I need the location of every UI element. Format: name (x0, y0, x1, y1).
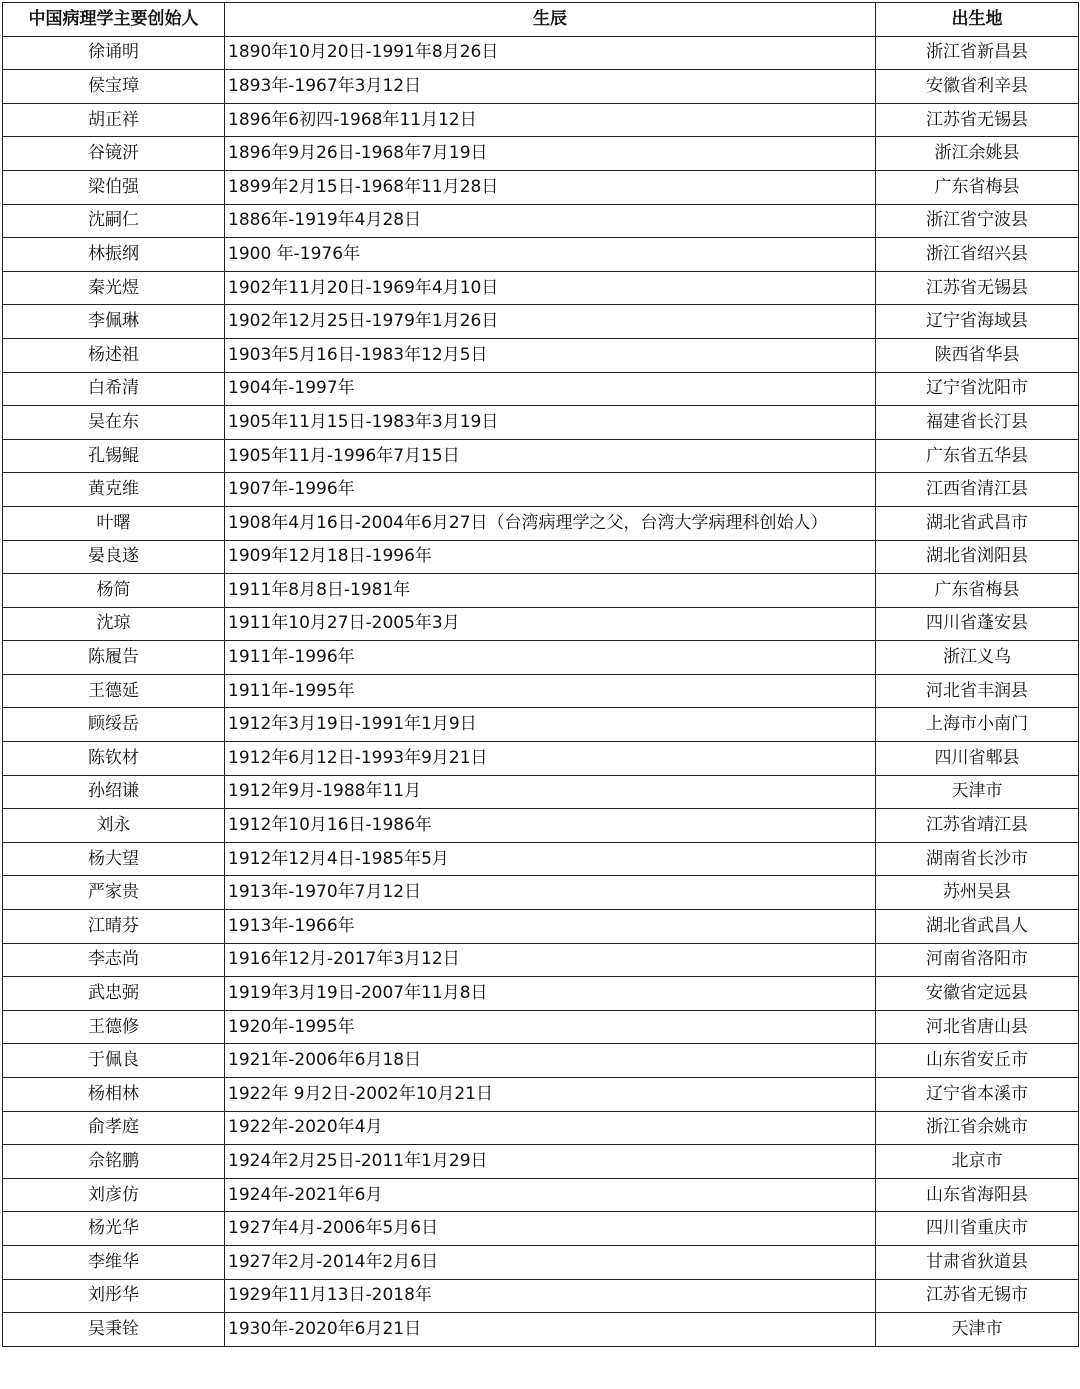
birth-death-cell: 1927年4月-2006年5月6日 (225, 1212, 876, 1246)
table-row (3, 506, 1079, 540)
birthplace-cell: 陕西省华县 (876, 338, 1079, 372)
founder-name-cell: 徐诵明 (3, 36, 225, 70)
table-row (3, 674, 1079, 708)
birth-death-cell: 1912年10月16日-1986年 (225, 809, 876, 843)
table-row (3, 1111, 1079, 1145)
birth-death-cell: 1924年-2021年6月 (225, 1178, 876, 1212)
birthplace-cell: 江苏省无锡县 (876, 103, 1079, 137)
birth-death-cell: 1896年9月26日-1968年7月19日 (225, 137, 876, 171)
birthplace-cell: 浙江省新昌县 (876, 36, 1079, 70)
table-row (3, 238, 1079, 272)
birthplace-cell: 天津市 (876, 775, 1079, 809)
table-row (3, 372, 1079, 406)
birth-death-cell: 1921年-2006年6月18日 (225, 1044, 876, 1078)
founder-name-cell: 杨述祖 (3, 338, 225, 372)
birthplace-cell: 天津市 (876, 1313, 1079, 1347)
birth-death-cell: 1929年11月13日-2018年 (225, 1279, 876, 1313)
table-row (3, 1010, 1079, 1044)
table-row (3, 876, 1079, 910)
founder-name-cell: 于佩良 (3, 1044, 225, 1078)
birthplace-cell: 江苏省靖江县 (876, 809, 1079, 843)
header-birthplace: 出生地 (876, 3, 1079, 37)
birth-death-cell: 1913年-1970年7月12日 (225, 876, 876, 910)
birthplace-cell: 广东省梅县 (876, 170, 1079, 204)
birth-death-cell: 1907年-1996年 (225, 473, 876, 507)
founder-name-cell: 黄克维 (3, 473, 225, 507)
birth-death-cell: 1905年11月-1996年7月15日 (225, 439, 876, 473)
founder-name-cell: 谷镜汧 (3, 137, 225, 171)
founder-name-cell: 胡正祥 (3, 103, 225, 137)
founder-name-cell: 沈琼 (3, 607, 225, 641)
birth-death-cell: 1904年-1997年 (225, 372, 876, 406)
founder-name-cell: 刘永 (3, 809, 225, 843)
birthplace-cell: 广东省五华县 (876, 439, 1079, 473)
birth-death-cell: 1912年9月-1988年11月 (225, 775, 876, 809)
birth-death-cell: 1890年10月20日-1991年8月26日 (225, 36, 876, 70)
birthplace-cell: 江苏省无锡县 (876, 271, 1079, 305)
table-row (3, 574, 1079, 608)
birth-death-cell: 1922年 9月2日-2002年10月21日 (225, 1078, 876, 1112)
birthplace-cell: 安徽省定远县 (876, 977, 1079, 1011)
birth-death-cell: 1902年11月20日-1969年4月10日 (225, 271, 876, 305)
founder-name-cell: 刘彦仿 (3, 1178, 225, 1212)
birth-death-cell: 1912年12月4日-1985年5月 (225, 842, 876, 876)
founder-name-cell: 杨简 (3, 574, 225, 608)
founder-name-cell: 侯宝璋 (3, 70, 225, 104)
birth-death-cell: 1911年8月8日-1981年 (225, 574, 876, 608)
birthplace-cell: 浙江义乌 (876, 641, 1079, 675)
table-row (3, 406, 1079, 440)
table-row (3, 943, 1079, 977)
birthplace-cell: 河北省丰润县 (876, 674, 1079, 708)
birth-death-cell: 1905年11月15日-1983年3月19日 (225, 406, 876, 440)
table-row (3, 842, 1079, 876)
birth-death-cell: 1912年6月12日-1993年9月21日 (225, 742, 876, 776)
founder-name-cell: 刘彤华 (3, 1279, 225, 1313)
birth-death-cell: 1893年-1967年3月12日 (225, 70, 876, 104)
table-row (3, 170, 1079, 204)
header-birth-death: 生辰 (225, 3, 876, 37)
birth-death-cell: 1903年5月16日-1983年12月5日 (225, 338, 876, 372)
birth-death-cell: 1920年-1995年 (225, 1010, 876, 1044)
table-row (3, 439, 1079, 473)
table-row (3, 1245, 1079, 1279)
birthplace-cell: 湖南省长沙市 (876, 842, 1079, 876)
table-row (3, 540, 1079, 574)
birthplace-cell: 浙江省绍兴县 (876, 238, 1079, 272)
birthplace-cell: 辽宁省沈阳市 (876, 372, 1079, 406)
birth-death-cell: 1912年3月19日-1991年1月9日 (225, 708, 876, 742)
table-row (3, 1044, 1079, 1078)
founder-name-cell: 孔锡鲲 (3, 439, 225, 473)
birth-death-cell: 1909年12月18日-1996年 (225, 540, 876, 574)
table-row (3, 641, 1079, 675)
table-row (3, 1178, 1079, 1212)
birthplace-cell: 浙江省余姚市 (876, 1111, 1079, 1145)
table-row (3, 137, 1079, 171)
table-body (3, 36, 1079, 1346)
founder-name-cell: 晏良遂 (3, 540, 225, 574)
birth-death-cell: 1902年12月25日-1979年1月26日 (225, 305, 876, 339)
birthplace-cell: 四川省重庆市 (876, 1212, 1079, 1246)
founder-name-cell: 秦光煜 (3, 271, 225, 305)
header-founder: 中国病理学主要创始人 (3, 3, 225, 37)
birth-death-cell: 1908年4月16日-2004年6月27日（台湾病理学之父，台湾大学病理科创始人） (225, 506, 876, 540)
birth-death-cell: 1911年10月27日-2005年3月 (225, 607, 876, 641)
founder-name-cell: 杨相林 (3, 1078, 225, 1112)
birthplace-cell: 辽宁省海域县 (876, 305, 1079, 339)
founder-name-cell: 沈嗣仁 (3, 204, 225, 238)
founder-name-cell: 李志尚 (3, 943, 225, 977)
birthplace-cell: 辽宁省本溪市 (876, 1078, 1079, 1112)
table-row (3, 271, 1079, 305)
table-row (3, 70, 1079, 104)
table-row (3, 305, 1079, 339)
birthplace-cell: 河北省唐山县 (876, 1010, 1079, 1044)
founder-name-cell: 武忠弼 (3, 977, 225, 1011)
birthplace-cell: 湖北省武昌人 (876, 910, 1079, 944)
birth-death-cell: 1922年-2020年4月 (225, 1111, 876, 1145)
table-row (3, 775, 1079, 809)
founder-name-cell: 佘铭鹏 (3, 1145, 225, 1179)
birthplace-cell: 江西省清江县 (876, 473, 1079, 507)
birth-death-cell: 1930年-2020年6月21日 (225, 1313, 876, 1347)
founder-name-cell: 梁伯强 (3, 170, 225, 204)
founder-name-cell: 吴秉铨 (3, 1313, 225, 1347)
birth-death-cell: 1916年12月-2017年3月12日 (225, 943, 876, 977)
founder-name-cell: 白希清 (3, 372, 225, 406)
table-row (3, 742, 1079, 776)
table-row (3, 204, 1079, 238)
birth-death-cell: 1899年2月15日-1968年11月28日 (225, 170, 876, 204)
founder-name-cell: 李维华 (3, 1245, 225, 1279)
birthplace-cell: 四川省郫县 (876, 742, 1079, 776)
birthplace-cell: 山东省海阳县 (876, 1178, 1079, 1212)
birthplace-cell: 安徽省利辛县 (876, 70, 1079, 104)
birthplace-cell: 北京市 (876, 1145, 1079, 1179)
founder-name-cell: 杨光华 (3, 1212, 225, 1246)
table-row (3, 977, 1079, 1011)
birthplace-cell: 上海市小南门 (876, 708, 1079, 742)
table-row (3, 809, 1079, 843)
birthplace-cell: 福建省长汀县 (876, 406, 1079, 440)
birth-death-cell: 1911年-1996年 (225, 641, 876, 675)
table-row (3, 473, 1079, 507)
founder-name-cell: 吴在东 (3, 406, 225, 440)
birth-death-cell: 1924年2月25日-2011年1月29日 (225, 1145, 876, 1179)
birthplace-cell: 浙江省宁波县 (876, 204, 1079, 238)
birthplace-cell: 湖北省浏阳县 (876, 540, 1079, 574)
founder-name-cell: 孙绍谦 (3, 775, 225, 809)
founder-name-cell: 顾绥岳 (3, 708, 225, 742)
header-row (3, 3, 1079, 37)
table-row (3, 1279, 1079, 1313)
founder-name-cell: 陈履告 (3, 641, 225, 675)
table-row (3, 1078, 1079, 1112)
founder-name-cell: 李佩琳 (3, 305, 225, 339)
birthplace-cell: 江苏省无锡市 (876, 1279, 1079, 1313)
birthplace-cell: 浙江余姚县 (876, 137, 1079, 171)
birthplace-cell: 广东省梅县 (876, 574, 1079, 608)
table-row (3, 36, 1079, 70)
birthplace-cell: 苏州吴县 (876, 876, 1079, 910)
birthplace-cell: 河南省洛阳市 (876, 943, 1079, 977)
birth-death-cell: 1886年-1919年4月28日 (225, 204, 876, 238)
table-row (3, 607, 1079, 641)
birth-death-cell: 1911年-1995年 (225, 674, 876, 708)
table-row (3, 1212, 1079, 1246)
birth-death-cell: 1919年3月19日-2007年11月8日 (225, 977, 876, 1011)
founder-name-cell: 俞孝庭 (3, 1111, 225, 1145)
birth-death-cell: 1896年6初四-1968年11月12日 (225, 103, 876, 137)
birth-death-cell: 1913年-1966年 (225, 910, 876, 944)
birthplace-cell: 甘肃省狄道县 (876, 1245, 1079, 1279)
founder-name-cell: 叶曙 (3, 506, 225, 540)
birth-death-cell: 1900 年-1976年 (225, 238, 876, 272)
birthplace-cell: 山东省安丘市 (876, 1044, 1079, 1078)
founder-name-cell: 杨大望 (3, 842, 225, 876)
founder-name-cell: 林振纲 (3, 238, 225, 272)
table-row (3, 708, 1079, 742)
table-row (3, 910, 1079, 944)
table-row (3, 103, 1079, 137)
founder-name-cell: 王德修 (3, 1010, 225, 1044)
founder-name-cell: 王德延 (3, 674, 225, 708)
founders-table (2, 2, 1079, 1347)
birthplace-cell: 四川省蓬安县 (876, 607, 1079, 641)
birthplace-cell: 湖北省武昌市 (876, 506, 1079, 540)
table-row (3, 1145, 1079, 1179)
table-row (3, 338, 1079, 372)
founder-name-cell: 陈钦材 (3, 742, 225, 776)
table-row (3, 1313, 1079, 1347)
founder-name-cell: 严家贵 (3, 876, 225, 910)
founder-name-cell: 江晴芬 (3, 910, 225, 944)
birth-death-cell: 1927年2月-2014年2月6日 (225, 1245, 876, 1279)
